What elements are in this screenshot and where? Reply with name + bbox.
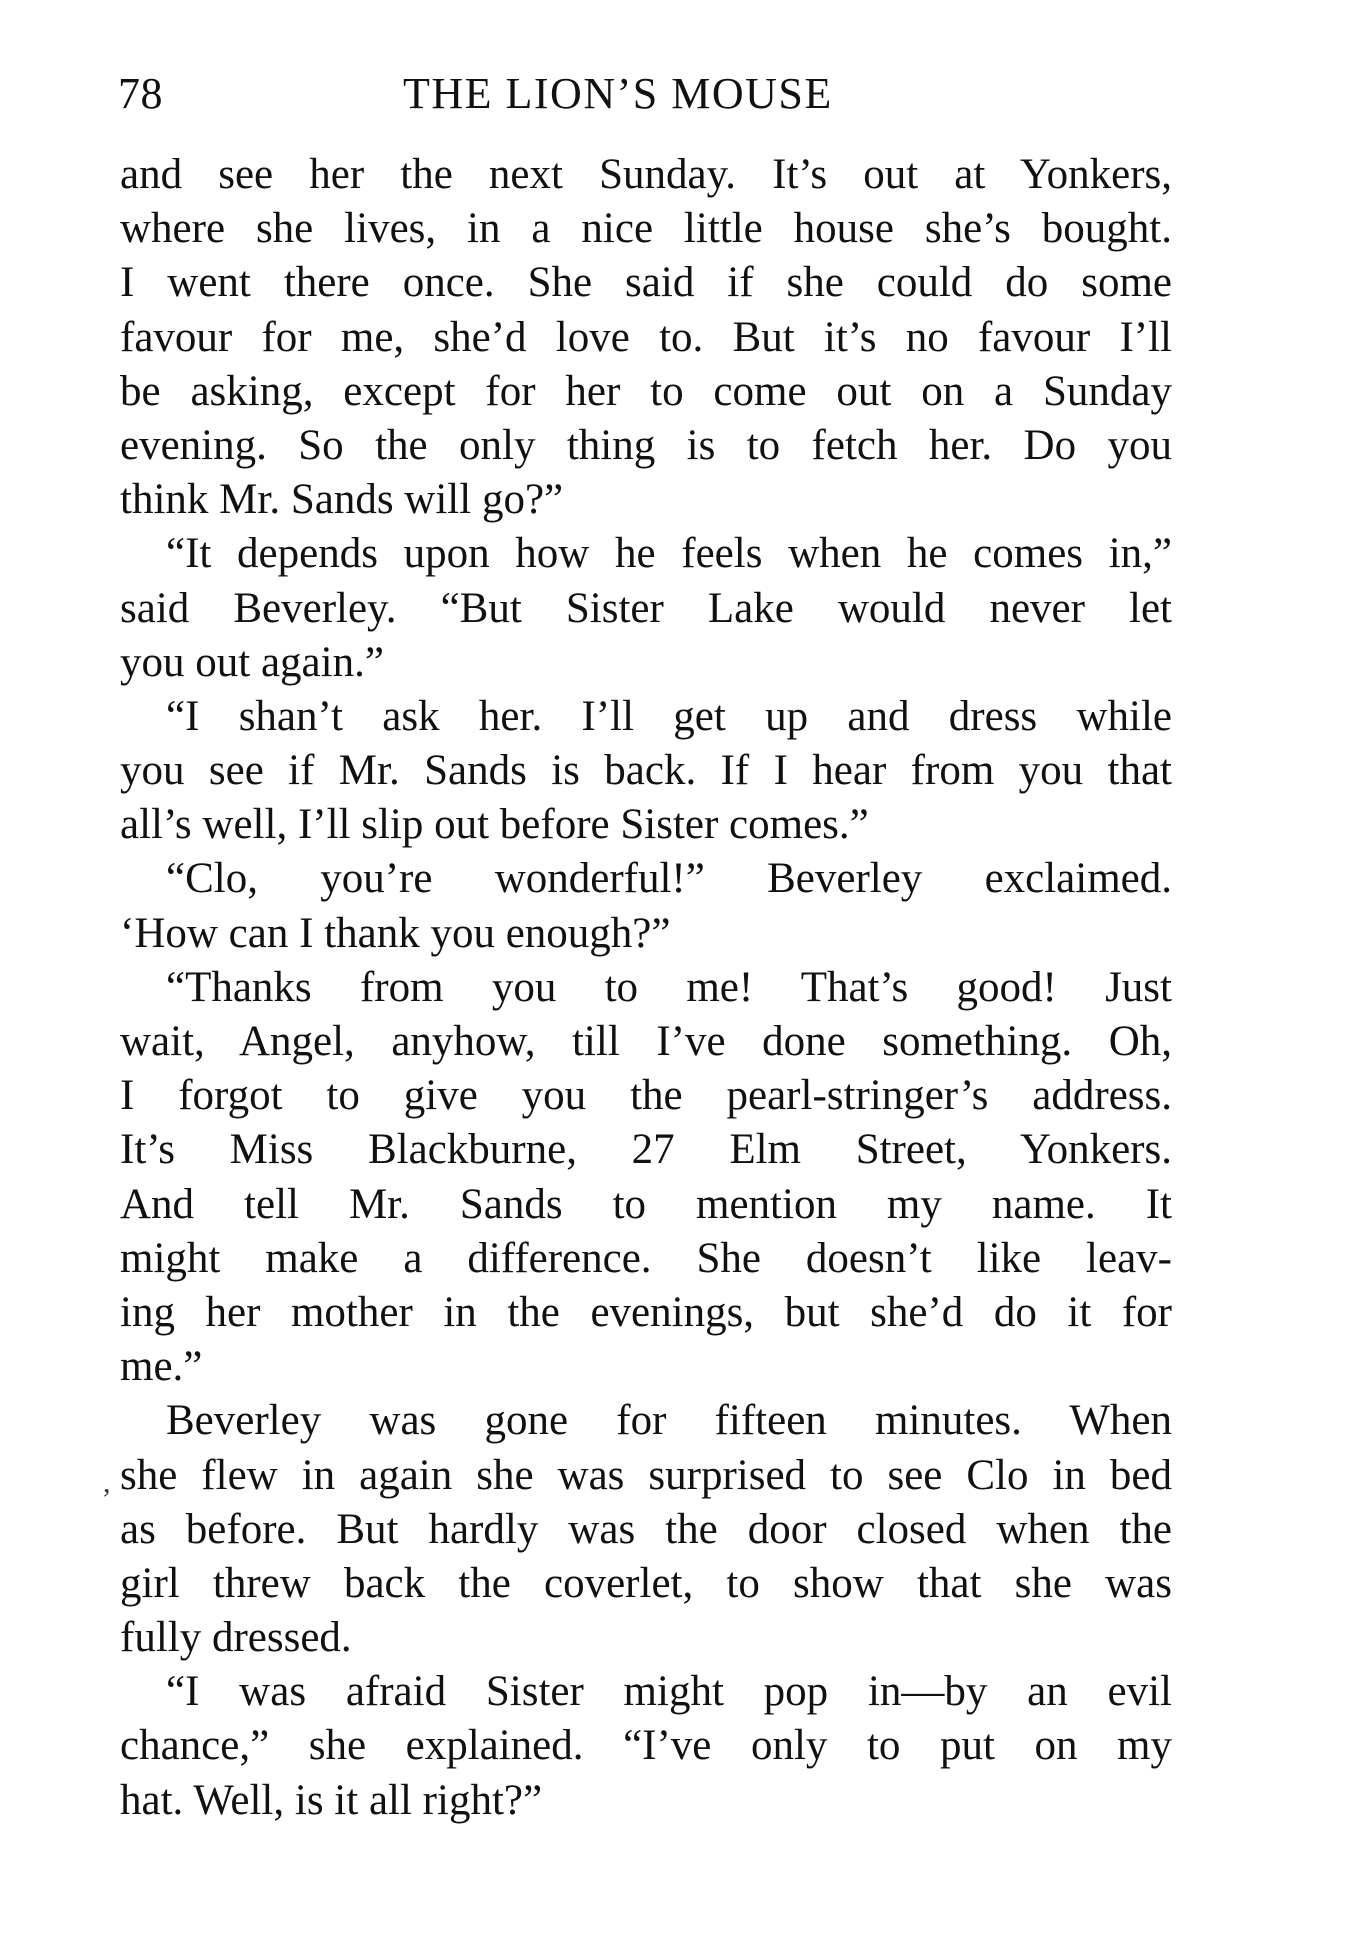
text-line: me.” bbox=[120, 1343, 203, 1391]
text-line: I went there once. She said if she could do some bbox=[120, 259, 1172, 307]
text-line: as before. But hardly was the door closed when the bbox=[120, 1505, 1172, 1553]
text-line: And tell Mr. Sands to mention my name. It bbox=[120, 1180, 1172, 1228]
text-line: you out again.” bbox=[120, 638, 384, 686]
body-text bbox=[120, 148, 1172, 1828]
text-line: It’s Miss Blackburne, 27 Elm Street, Yonkers. bbox=[120, 1126, 1172, 1174]
running-head bbox=[118, 64, 1168, 124]
text-line: ing her mother in the evenings, but she’d do it for bbox=[120, 1288, 1172, 1336]
text-line: girl threw back the coverlet, to show that she was bbox=[120, 1559, 1172, 1607]
text-line: “It depends upon how he feels when he comes in,” bbox=[166, 530, 1172, 578]
text-line: where she lives, in a nice little house she’s bought. bbox=[120, 205, 1172, 253]
text-line: “I was afraid Sister might pop in—by an evil bbox=[166, 1668, 1172, 1716]
text-line: she flew in again she was surprised to see Clo in bed bbox=[120, 1451, 1172, 1499]
stray-print-mark: , bbox=[103, 1466, 111, 1499]
text-line: ‘How can I thank you enough?” bbox=[120, 909, 671, 957]
text-line: all’s well, I’ll slip out before Sister comes.” bbox=[120, 801, 869, 849]
text-line: chance,” she explained. “I’ve only to put on my bbox=[120, 1722, 1172, 1770]
page-number: 78 bbox=[118, 69, 163, 118]
text-line: said Beverley. “But Sister Lake would never let bbox=[120, 584, 1172, 632]
text-line: be asking, except for her to come out on a Sunday bbox=[120, 367, 1172, 415]
text-line: Beverley was gone for fifteen minutes. When bbox=[166, 1397, 1172, 1445]
text-line: “Thanks from you to me! That’s good! Just bbox=[166, 963, 1172, 1011]
text-line: hat. Well, is it all right?” bbox=[120, 1776, 543, 1824]
text-line: evening. So the only thing is to fetch her. Do you bbox=[120, 421, 1172, 469]
text-line: you see if Mr. Sands is back. If I hear from you that bbox=[120, 747, 1172, 795]
text-line: wait, Angel, anyhow, till I’ve done something. Oh, bbox=[120, 1018, 1172, 1065]
text-line: I forgot to give you the pearl-stringer’s address. bbox=[120, 1072, 1172, 1120]
text-line: fully dressed. bbox=[120, 1614, 352, 1662]
text-line: favour for me, she’d love to. But it’s no favour I’ll bbox=[120, 313, 1172, 361]
text-line: might make a difference. She doesn’t like leav- bbox=[120, 1234, 1172, 1282]
text-line: “I shan’t ask her. I’ll get up and dress while bbox=[166, 692, 1172, 740]
text-line: “Clo, you’re wonderful!” Beverley exclaimed. bbox=[166, 855, 1172, 903]
text-line: and see her the next Sunday. It’s out at Yonkers, bbox=[120, 151, 1172, 198]
running-title: THE LION’S MOUSE bbox=[403, 69, 833, 118]
text-line: think Mr. Sands will go?” bbox=[120, 476, 564, 524]
